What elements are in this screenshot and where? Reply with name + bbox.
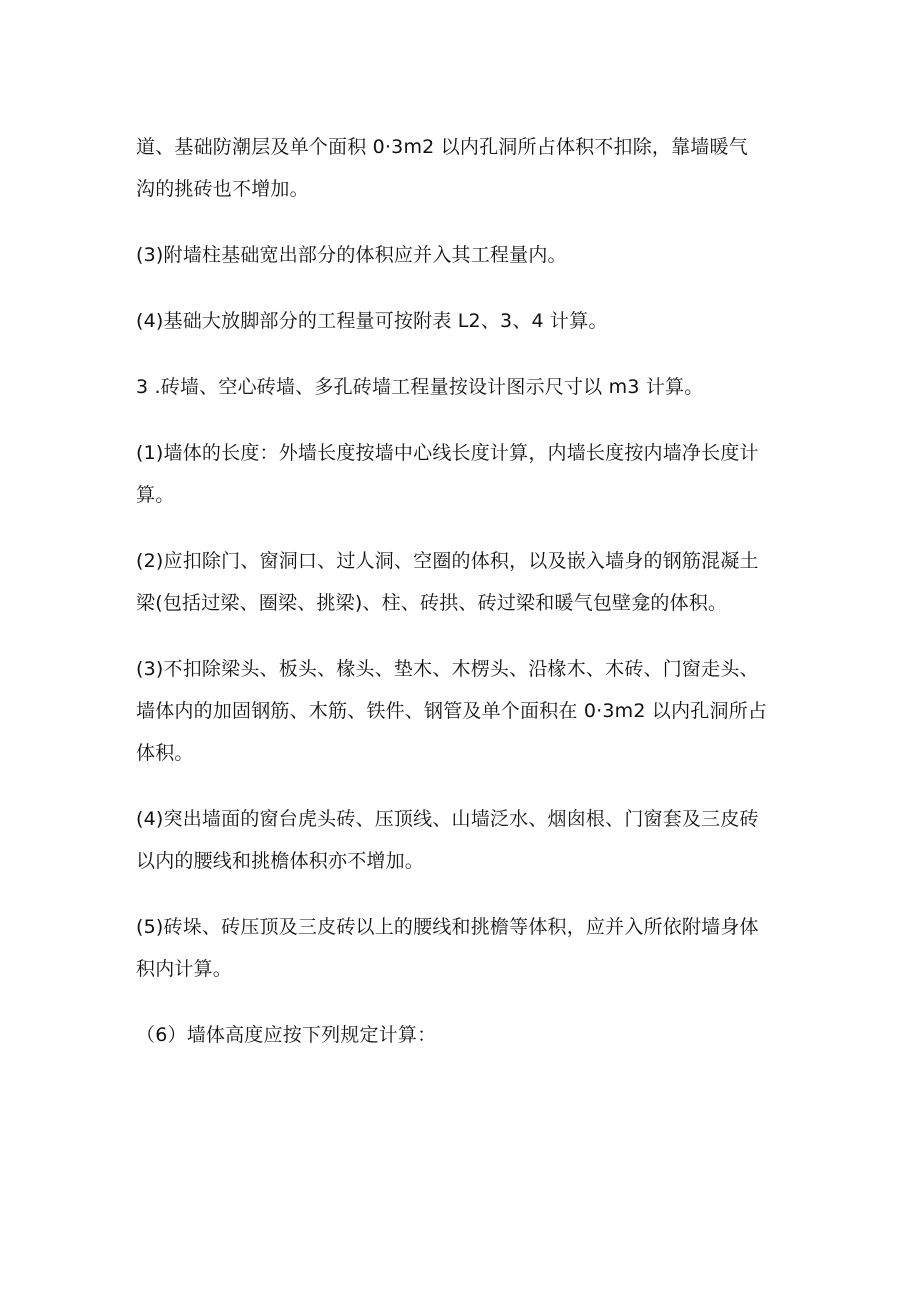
text-line: 梁(包括过梁、圈梁、挑梁)、柱、砖拱、砖过梁和暖气包壁龛的体积。 bbox=[136, 592, 728, 614]
text-line: 墙体内的加固钢筋、木筋、铁件、钢管及单个面积在 0·3m2 以内孔洞所占 bbox=[136, 700, 768, 722]
text-line: （6）墙体高度应按下列规定计算： bbox=[136, 1024, 437, 1046]
paragraph-item-3-no-deductions bbox=[136, 648, 816, 774]
text-line: (3)不扣除梁头、板头、椽头、垫木、木楞头、沿椽木、木砖、门窗走头、 bbox=[136, 658, 759, 680]
paragraph-item-2-deductions bbox=[136, 540, 816, 624]
paragraph-item-5-pilasters bbox=[136, 906, 816, 990]
text-line: (4)突出墙面的窗台虎头砖、压顶线、山墙泛水、烟囱根、门窗套及三皮砖 bbox=[136, 808, 759, 830]
text-line: (3)附墙柱基础宽出部分的体积应并入其工程量内。 bbox=[136, 244, 567, 266]
document-body bbox=[136, 126, 816, 1056]
text-line: 体积。 bbox=[136, 742, 194, 764]
paragraph-item-3-column-foundation bbox=[136, 234, 816, 276]
text-line: 3 .砖墙、空心砖墙、多孔砖墙工程量按设计图示尺寸以 m3 计算。 bbox=[136, 376, 704, 398]
text-line: (1)墙体的长度：外墙长度按墙中心线长度计算，内墙长度按内墙净长度计 bbox=[136, 442, 759, 464]
paragraph-item-4-footing bbox=[136, 300, 816, 342]
text-line: 以内的腰线和挑檐体积亦不增加。 bbox=[136, 850, 425, 872]
paragraph-item-6-wall-height bbox=[136, 1014, 816, 1056]
paragraph-item-4-projections bbox=[136, 798, 816, 882]
text-line: 算。 bbox=[136, 484, 175, 506]
paragraph-item-1-wall-length bbox=[136, 432, 816, 516]
text-line: 道、基础防潮层及单个面积 0·3m2 以内孔洞所占体积不扣除，靠墙暖气 bbox=[136, 136, 748, 158]
text-line: (5)砖垛、砖压顶及三皮砖以上的腰线和挑檐等体积，应并入所依附墙身体 bbox=[136, 916, 759, 938]
paragraph-section-3-brick-wall bbox=[136, 366, 816, 408]
text-line: (4)基础大放脚部分的工程量可按附表 L2、3、4 计算。 bbox=[136, 310, 608, 332]
text-line: (2)应扣除门、窗洞口、过人洞、空圈的体积，以及嵌入墙身的钢筋混凝土 bbox=[136, 550, 759, 572]
text-line: 沟的挑砖也不增加。 bbox=[136, 178, 309, 200]
text-line: 积内计算。 bbox=[136, 958, 233, 980]
paragraph-foundation-continued bbox=[136, 126, 816, 210]
